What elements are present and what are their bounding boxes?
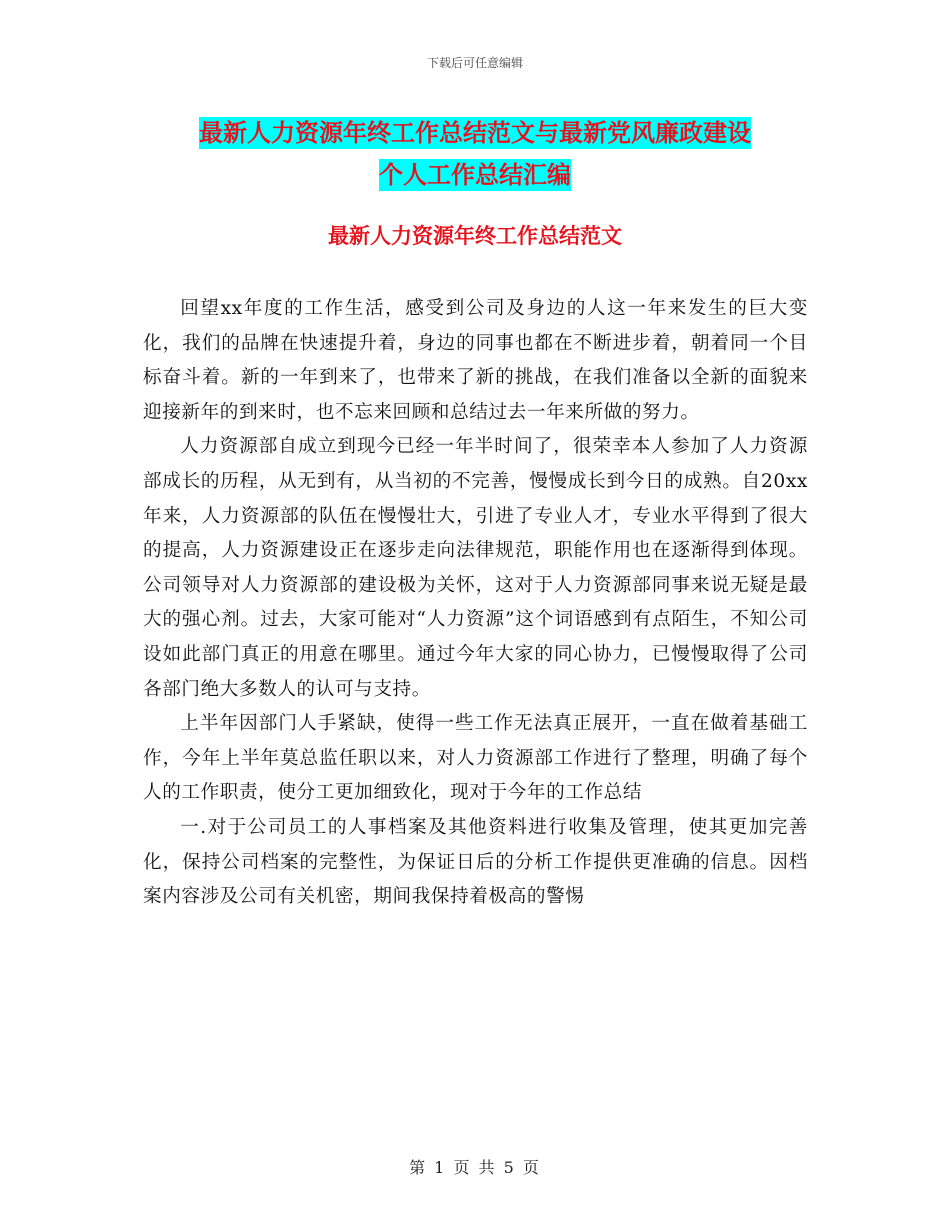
paragraph: 回望xx年度的工作生活，感受到公司及身边的人这一年来发生的巨大变化，我们的品牌在快速提升着，身边的同事也都在不断进步着，朝着同一个目标奋斗着。新的一年到来了，也带来了新的挑战，在我们准备以全新的面貌来迎接新年的到来时，也不忘来回顾和总结过去一年来所做的努力。 [143,298,808,423]
page-number-footer: 第 1 页 共 5 页 [409,1158,541,1177]
header-note: 下载后可任意编辑 [426,56,523,70]
paragraph: 人力资源部自成立到现今已经一年半时间了，很荣幸本人参加了人力资源部成长的历程，从无到有，从当初的不完善，慢慢成长到今日的成熟。自20xx年来，人力资源部的队伍在慢慢壮大，引进了专业人才，专业水平得到了很大的提高，人力资源建设正在逐步走向法律规范，职能作用也在逐渐得到体现。公司领导对人力资源部的建设极为关怀，这对于人力资源部同事来说无疑是最大的强心剂。过去，大家可能对“人力资源”这个词语感到有点陌生，不知公司设如此部门真正的用意在哪里。通过今年大家的同心协力，已慢慢取得了公司各部门绝大多数人的认可与支持。 [143,436,808,700]
document-title [120,112,830,196]
document-title-line-2: 个人工作总结汇编 [379,161,571,189]
paragraph: 一.对于公司员工的人事档案及其他资料进行收集及管理，使其更加完善化，保持公司档案的完整性，为保证日后的分析工作提供更准确的信息。因档案内容涉及公司有关机密，期间我保持着极高的警惕 [143,816,808,908]
section-title: 最新人力资源年终工作总结范文 [328,224,622,248]
document-title-line-1: 最新人力资源年终工作总结范文与最新党风廉政建设 [199,119,751,147]
paragraph: 上半年因部门人手紧缺，使得一些工作无法真正展开，一直在做着基础工作，今年上半年莫总监任职以来，对人力资源部工作进行了整理，明确了每个人的工作职责，使分工更加细致化，现对于今年的工作总结 [143,713,808,804]
body-text [143,292,808,915]
